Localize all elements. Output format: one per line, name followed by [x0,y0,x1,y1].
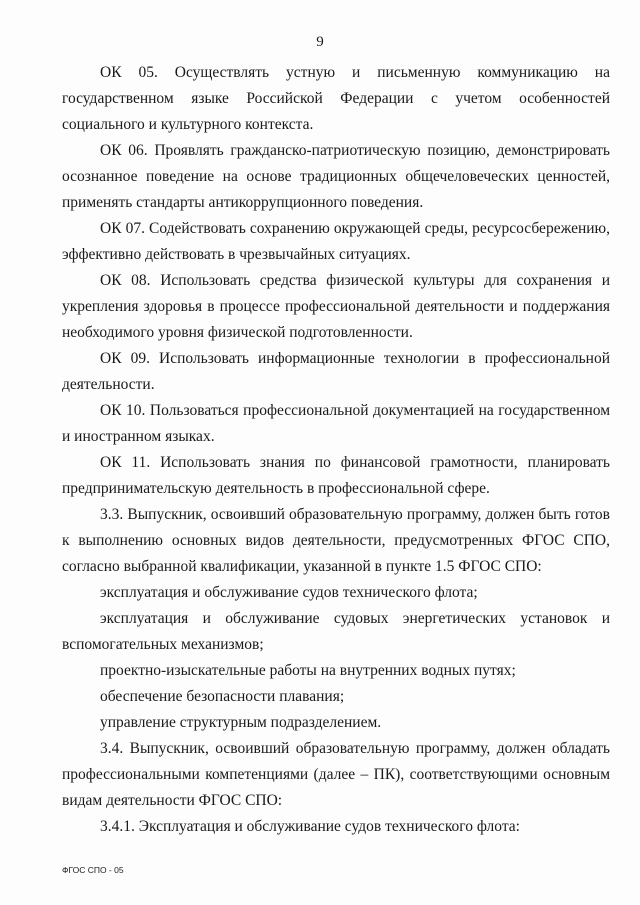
activity-item-3: проектно-изыскательные работы на внутренних водных путях; [100,662,516,679]
activity-item-2: эксплуатация и обслуживание судовых энергетических установок и вспомогательных механизмов; [62,610,610,653]
activity-item-4: обеспечение безопасности плавания; [100,688,345,705]
paragraph-ok-09: ОК 09. Использовать информационные технологии в профессиональной деятельности. [62,350,610,393]
paragraph-ok-08: ОК 08. Использовать средства физической культуры для сохранения и укрепления здоровья в процессе профессиональной деятельности и поддержания необходимого уровня физической подготовленности. [62,272,610,341]
footer-doc-code: ФГОС СПО - 05 [62,865,124,875]
activity-item-1: эксплуатация и обслуживание судов технического флота; [100,584,478,601]
paragraph-3-4-1: 3.4.1. Эксплуатация и обслуживание судов технического флота: [100,818,520,835]
paragraph-ok-05: ОК 05. Осуществлять устную и письменную коммуникацию на государственном языке Российской Федерации с учетом особенностей социального и культурного контекста. [62,64,610,133]
paragraph-ok-11: ОК 11. Использовать знания по финансовой грамотности, планировать предпринимательскую деятельность в профессиональной сфере. [62,454,610,497]
paragraph-ok-07: ОК 07. Содействовать сохранению окружающей среды, ресурсосбережению, эффективно действовать в чрезвычайных ситуациях. [62,220,610,263]
paragraph-ok-06: ОК 06. Проявлять гражданско-патриотическую позицию, демонстрировать осознанное поведение на основе традиционных общечеловеческих ценностей, применять стандарты антикоррупционного поведения. [62,142,610,211]
document-body [62,60,610,840]
paragraph-3-3: 3.3. Выпускник, освоивший образовательную программу, должен быть готов к выполнению основных видов деятельности, предусмотренных ФГОС СПО, согласно выбранной квалификации, указанной в пункте 1.5 ФГОС СПО: [62,506,610,575]
paragraph-ok-10: ОК 10. Пользоваться профессиональной документацией на государственном и иностранном языках. [62,402,610,445]
activity-item-5: управление структурным подразделением. [100,714,382,731]
paragraph-3-4: 3.4. Выпускник, освоивший образовательную программу, должен обладать профессиональными компетенциями (далее – ПК), соответствующими основным видам деятельности ФГОС СПО: [62,740,610,809]
page-number: 9 [316,34,324,50]
